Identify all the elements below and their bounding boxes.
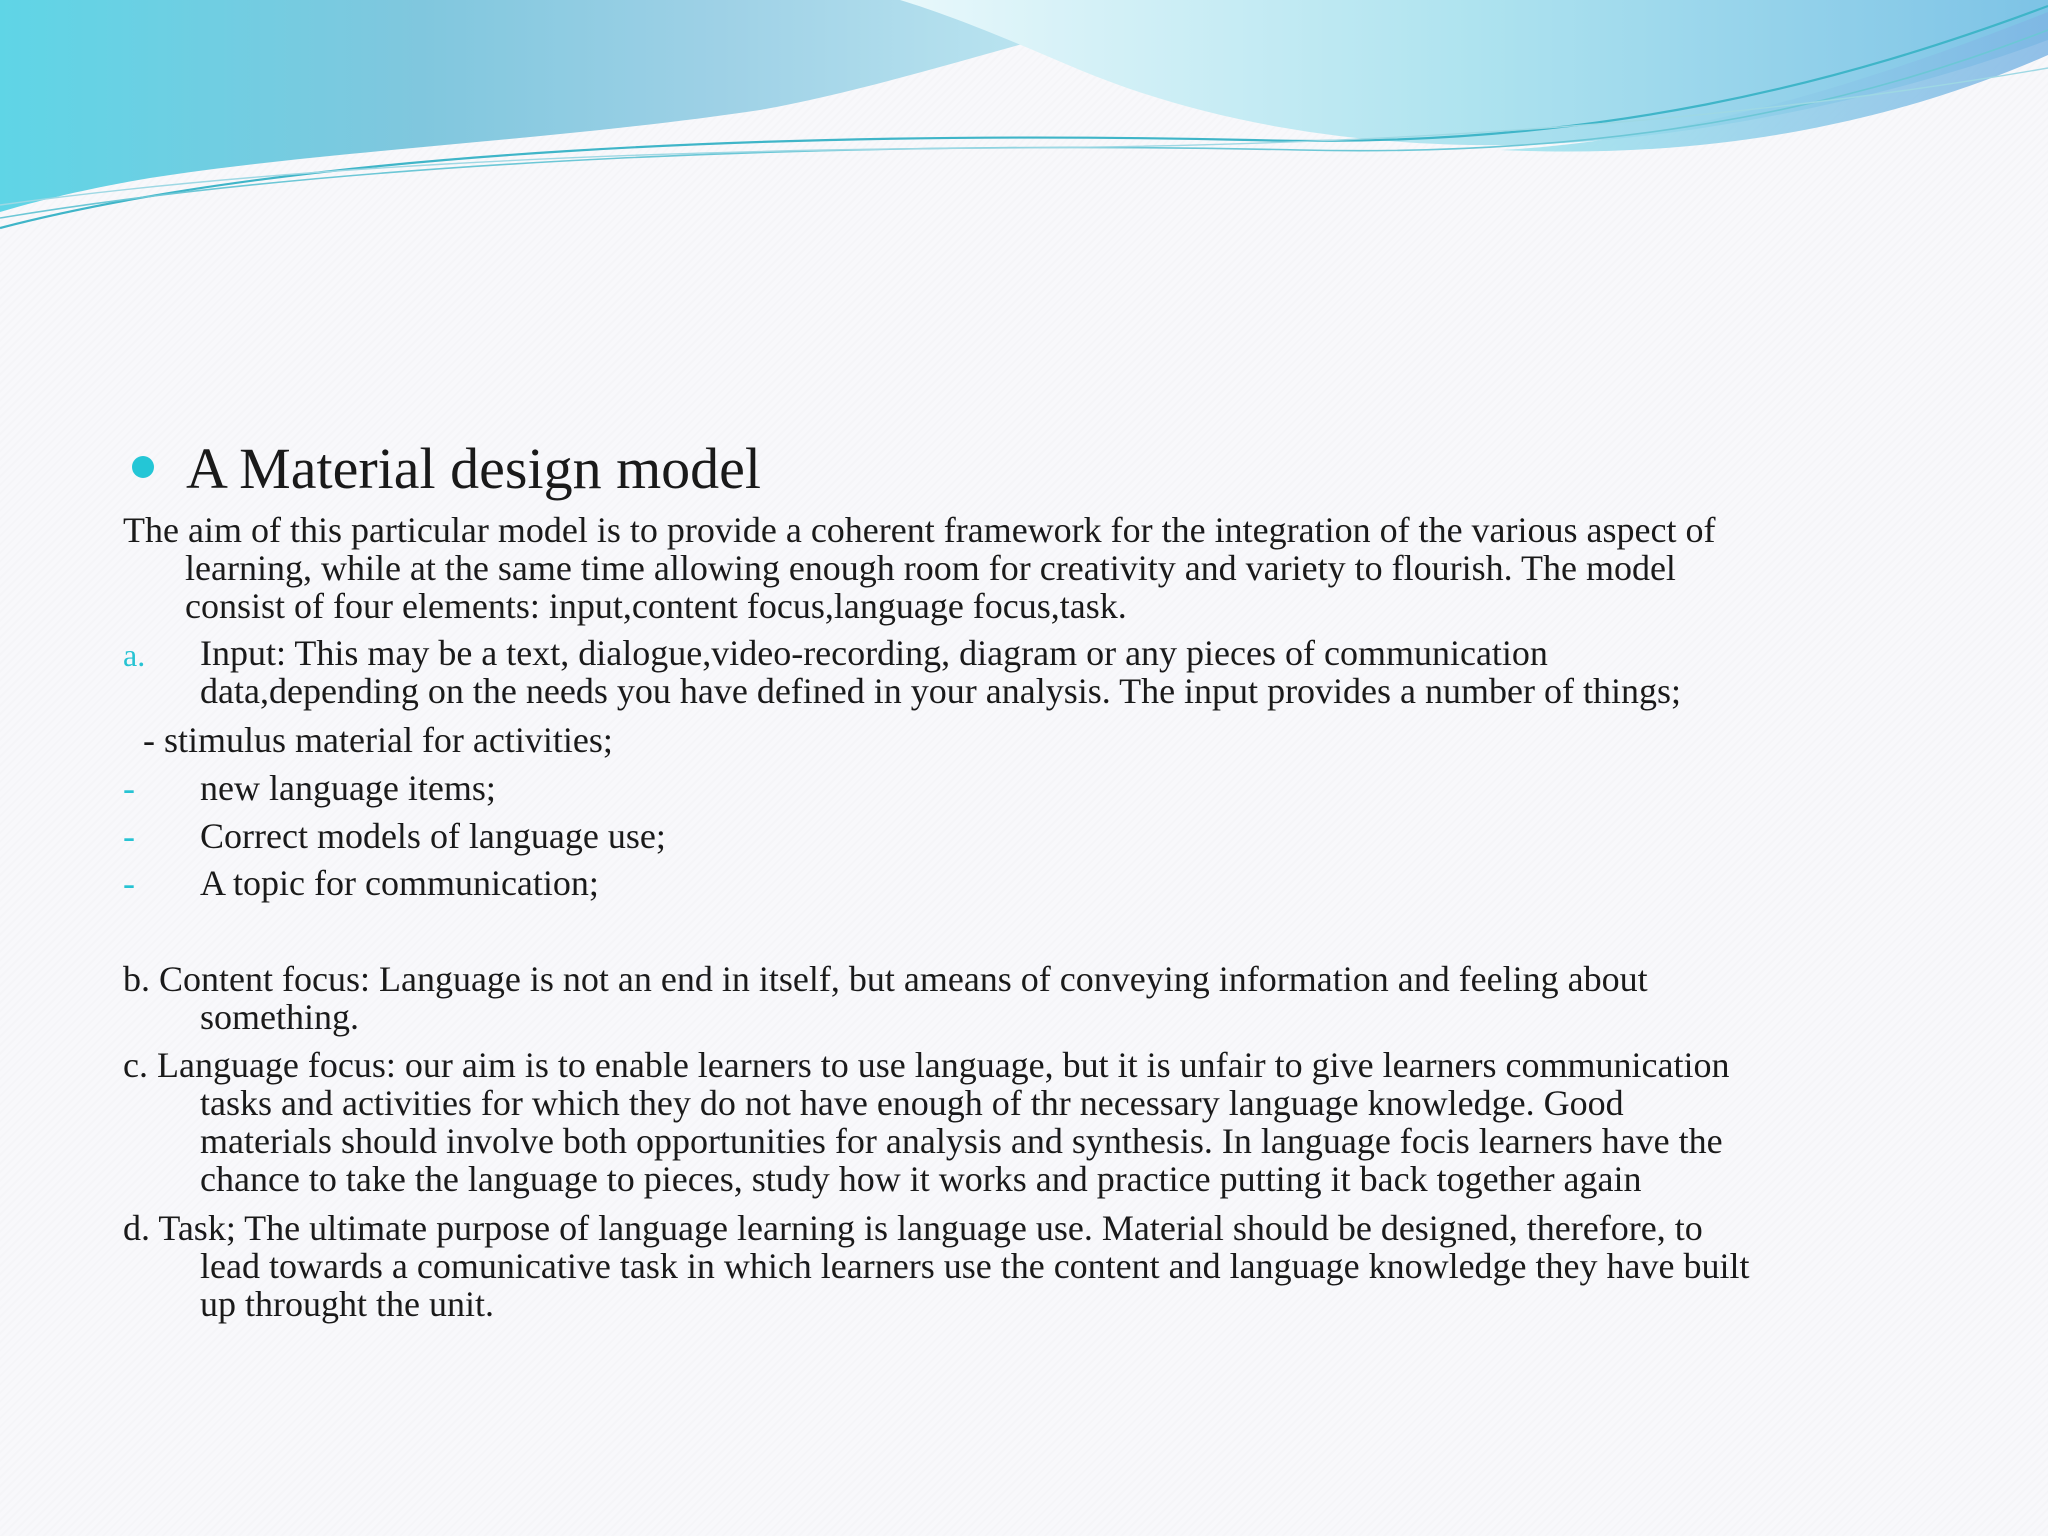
- item-b-line-2: something.: [200, 997, 359, 1037]
- dash-item-3: A topic for communication;: [200, 863, 599, 903]
- dash-item-1: new language items;: [200, 768, 496, 808]
- intro-line-3: consist of four elements: input,content focus,language focus,task.: [185, 586, 1127, 626]
- item-c-line-2: tasks and activities for which they do not have enough of thr necessary language knowledge. Good: [200, 1083, 1624, 1123]
- slide-heading: A Material design model: [186, 436, 762, 501]
- item-d-line-2: lead towards a comunicative task in which learners use the content and language knowledge they have built: [200, 1246, 1750, 1286]
- intro-line-2: learning, while at the same time allowing enough room for creativity and variety to flourish. The model: [185, 548, 1676, 588]
- item-c-line-4: chance to take the language to pieces, study how it works and practice putting it back together again: [200, 1159, 1642, 1199]
- dash-item-2: Correct models of language use;: [200, 816, 666, 856]
- dash-marker-2: -: [123, 816, 135, 856]
- item-b-line-1: b. Content focus: Language is not an end in itself, but ameans of conveying information and feeling about: [123, 959, 1648, 999]
- dash-marker-3: -: [123, 863, 135, 903]
- wave-header-decoration: [0, 0, 2048, 260]
- item-d-line-1: d. Task; The ultimate purpose of language learning is language use. Material should be designed, therefore, to: [123, 1208, 1703, 1248]
- item-d-line-3: up throught the unit.: [200, 1284, 494, 1324]
- wave-right-light: [900, 0, 2048, 145]
- item-a-line-2: data,depending on the needs you have defined in your analysis. The input provides a number of things;: [200, 671, 1681, 711]
- dash-marker-1: -: [123, 768, 135, 808]
- item-c-line-3: materials should involve both opportunities for analysis and synthesis. In language focis learners have the: [200, 1121, 1723, 1161]
- intro-line-1: The aim of this particular model is to provide a coherent framework for the integration of the various aspect of: [123, 510, 1716, 550]
- heading-bullet-icon: [132, 456, 154, 478]
- stimulus-line: - stimulus material for activities;: [143, 720, 613, 760]
- item-a-line-1: Input: This may be a text, dialogue,video-recording, diagram or any pieces of communication: [200, 633, 1548, 673]
- list-marker-a: a.: [123, 637, 146, 673]
- item-c-line-1: c. Language focus: our aim is to enable learners to use language, but it is unfair to give learners communication: [123, 1045, 1730, 1085]
